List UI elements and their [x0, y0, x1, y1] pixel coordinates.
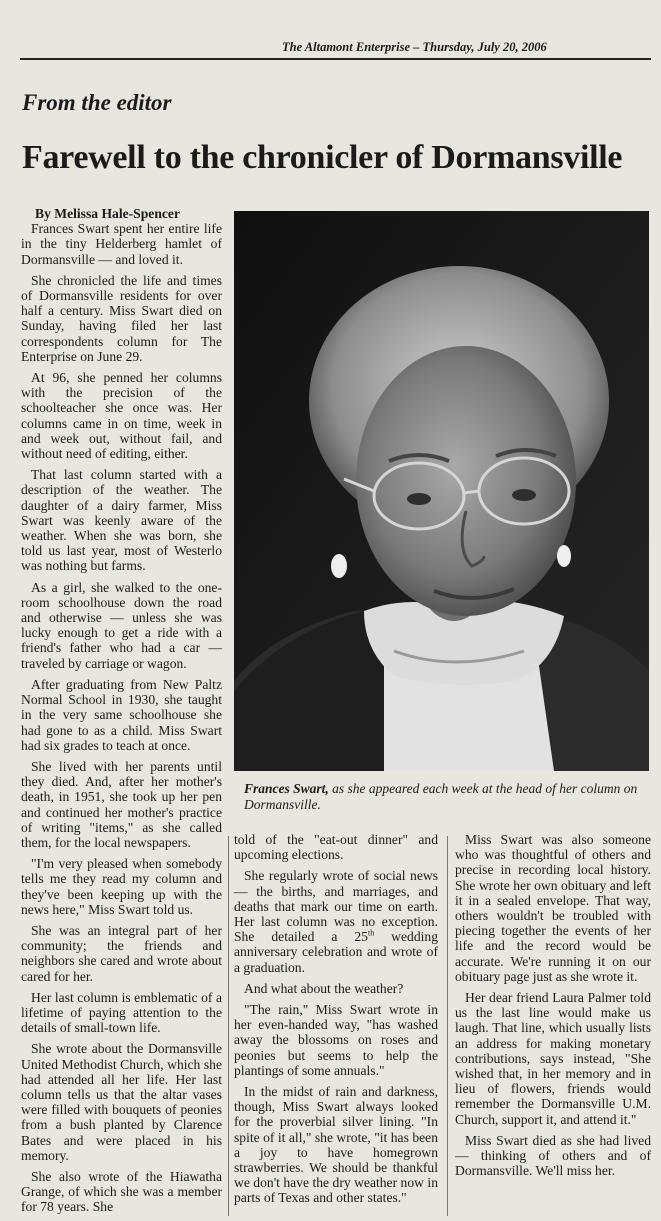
ordinal-suffix: th — [367, 928, 375, 938]
article-column-1 — [21, 206, 222, 1221]
portrait-photo — [234, 211, 649, 771]
paragraph: She was an integral part of her community; the friends and neighbors she cared and wrote about cared for her. — [21, 922, 222, 984]
caption-text: as she appeared each week at the head of her column on Dormansville. — [244, 781, 638, 812]
paragraph: As a girl, she walked to the one-room schoolhouse down the road and otherwise — unless she was lucky enough to get a ride with a friend's father who had a car — traveled by carriage or wagon. — [21, 579, 222, 671]
column-divider — [228, 836, 229, 1216]
paragraph: "I'm very pleased when somebody tells me they read my column and they've been keeping up with the news here," Miss Swart told us. — [21, 856, 222, 917]
paragraph: She chronicled the life and times of Dormansville residents for over half a century. Miss Swart died on Sunday, having filed her last correspondents column for The Enterprise on June 29. — [21, 272, 222, 364]
paragraph: Her last column is emblematic of a lifetime of paying attention to the details of small-town life. — [21, 989, 222, 1036]
paragraph: And what about the weather? — [244, 980, 404, 996]
caption-name: Frances Swart, — [244, 781, 329, 796]
paragraph: told of the "eat-out dinner" and upcoming elections. — [234, 832, 438, 863]
section-kicker: From the editor — [22, 90, 172, 115]
byline: By Melissa Hale-Spencer — [35, 206, 180, 221]
paragraph: She lived with her parents until they died. And, after her mother's death, in 1951, she took up her pen and continued her mother's practice of writing "items," as she called them, for the local newspapers. — [21, 758, 222, 850]
photo-caption — [244, 781, 639, 813]
paragraph: She wrote about the Dormansville United Methodist Church, which she had attended all her life. Her last column tells us that the altar vases were filled with bouquets of peonies from a bush planted by Clarence Bates and were placed in his memory. — [21, 1041, 222, 1163]
paragraph: Frances Swart spent her entire life in the tiny Helderberg hamlet of Dormansville — and loved it. — [21, 221, 222, 267]
column-divider — [447, 836, 448, 1216]
masthead: The Altamont Enterprise – Thursday, July 20, 2006 — [282, 40, 547, 54]
paragraph: After graduating from New Paltz Normal School in 1930, she taught in the very same schoolhouse she had gone to as a child. Miss Swart had six grades to teach at once. — [21, 676, 222, 753]
paragraph: At 96, she penned her columns with the precision of the schoolteacher she once was. Her columns came in on time, week in and week out, without fail, and without need of editing, either. — [21, 370, 222, 462]
paragraph-text: She regularly wrote of social news — the births, and marriages, and deaths that mark our time on earth. Her last column was no exception. She detailed a 25 — [234, 868, 438, 945]
paragraph — [234, 868, 438, 974]
paragraph: Miss Swart died as she had lived — thinking of others and of Dormansville. We'll miss her. — [455, 1132, 651, 1179]
paragraph: Her dear friend Laura Palmer told us the last line would make us laugh. That line, which usually lists an address for making monetary contributions, says instead, "She wished that, in her memory and in lieu of flowers, friends would remember the Dormansville U.M. Church, support it, and attend it." — [455, 990, 651, 1127]
paragraph: "The rain," Miss Swart wrote in her even-handed way, "has washed away the blossoms on roses and peonies but seems to help the plantings of some annuals." — [234, 1002, 438, 1078]
paragraph: In the midst of rain and darkness, though, Miss Swart always looked for the proverbial silver lining. "In spite of it all," she wrote, "it has been a joy to have homegrown strawberries. We should be thankful we don't have the dry weather now in parts of Texas and other states." — [234, 1084, 438, 1206]
paragraph: Miss Swart was also someone who was thoughtful of others and precise in recording local history. She wrote her own obituary and left it in a sealed envelope. That way, others wouldn't be troubled with piecing together the events of her life and the record would be accurate. We're running it on our obituary page just as she wrote it. — [455, 832, 651, 984]
masthead-rule — [20, 58, 651, 60]
paragraph-text: wedding anniversary celebration and wrote of a graduation. — [234, 929, 438, 975]
article-column-3 — [455, 832, 651, 1184]
paragraph: That last column started with a description of the weather. The daughter of a dairy farmer, Miss Swart was keenly aware of the weather. When she was born, she told us last year, most of Westerlo was nothing but farms. — [21, 467, 222, 574]
headline: Farewell to the chronicler of Dormansville — [22, 139, 623, 176]
article-column-2 — [234, 832, 438, 1212]
paragraph: She also wrote of the Hiawatha Grange, of which she was a member for 78 years. She — [21, 1168, 222, 1215]
